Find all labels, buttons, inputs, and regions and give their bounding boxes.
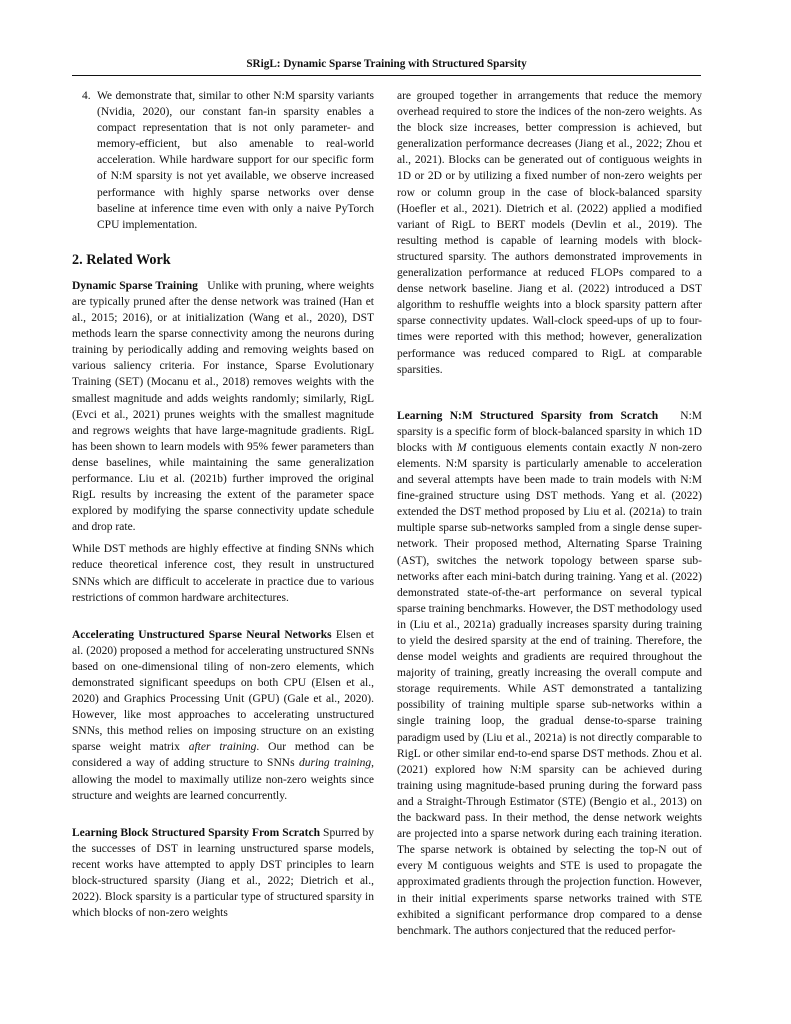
paragraph-dynamic-sparse-training — [72, 278, 374, 536]
emph-during-training: during training — [298, 757, 372, 770]
section-heading-related-work: 2. Related Work — [72, 251, 171, 268]
emph-after-training: after training — [188, 741, 257, 754]
dst-text: Unlike with pruning, where weights are typically pruned after the dense network was trained (Han et al., 2015; 2016), or at initialization (Wang et al., 2020), DST methods learn the sparse connectivity among the neurons during training by periodically adding and removing weights based on various saliency criteria. For instance, Sparse Evolutionary Training (SET) (Mocanu et al., 2018) removes weights with the smallest magnitude and adds weights randomly; similarly, RigL (Evci et al., 2021) prunes weights with the smallest magnitude and regrows weights that have large-magnitude gradients. RigL has been shown to learn models with 95% fewer parameters than dense baselines, while maintaining the same generalization performance. Liu et al. (2021b) further improved the original RigL results by increasing the extent of the parameter space explored by modifying the sparse connectivity update schedule and drop rate. — [72, 279, 375, 534]
paragraph-dst-limitations: While DST methods are highly effective at finding SNNs which reduce theoretical inference cost, they result in unstructured SNNs which are difficult to accelerate in practice due to various restrictions of common hardware architectures. — [72, 543, 374, 604]
paragraph-nm-sparsity — [397, 408, 702, 939]
paragraph-title-nm: Learning N:M Structured Sparsity from Scratch — [397, 409, 659, 422]
item-4-text: We demonstrate that, similar to other N:M sparsity variants (Nvidia, 2020), our constant fan-in sparsity enables a compact representation that is not only parameter- and memory-efficient, but also amenable to real-world acceleration. While hardware support for our specific form of N:M sparsity is not yet available, we observe increased performance with highly sparse networks over dense baseline at inference time even with only a naive PyTorch CPU implementation. — [97, 90, 374, 231]
nm-text-c: non-zero elements. N:M sparsity is particularly amenable to acceleration and several attempts have been made to train models with N:M fine-grained structure using DST methods. Yang et al. (2022) extended the DST method proposed by Liu et al. (2021a) to train multiple sparse sub-networks sampled from a single dense super-network. Their proposed method, Alternating Sparse Training (AST), switches the network topology between sparse sub-networks after each mini-batch during training. Yang et al. (2022) demonstrated state-of-the-art performance on several typical sparse training benchmarks. However, the DST methodology used in (Liu et al., 2021a) gradually increases sparsity during training to yield the desired sparsity at the end of training. Therefore, the dense model weights and gradients are required throughout the majority of training, greatly increasing the overall compute and storage requirements. While AST demonstrated a tantalizing possibility of training multiple sparse sub-networks within a single training loop, the gradual dense-to-sparse training paradigm used by (Liu et al., 2021a) is not directly comparable to RigL or other similar end-to-end sparse DST methods. Zhou et al. (2021) explored how N:M sparsity can be achieved during training using magnitude-based pruning during the forward pass and a Straight-Through Estimator (STE) (Bengio et al., 2013) on the backward pass. In their method, the dense network weights are projected into a sparse network during each training iteration. The sparse network is obtained by selecting the top-N out of every M contiguous weights and STE is used to propagate the approximated gradients through the projection function. However, in their initial experiments sparse networks trained with STE exhibited a significant performance drop compared to a dense benchmark. The authors conjectured that the reduced perfor- — [397, 441, 702, 937]
paragraph-title-accelerating: Accelerating Unstructured Sparse Neural Networks — [72, 628, 332, 641]
contribution-item-4 — [72, 88, 374, 233]
nm-text-b: contiguous elements contain exactly — [466, 441, 649, 454]
paragraph-title-dst: Dynamic Sparse Training — [72, 279, 198, 292]
accel-text-b: . Our method can be considered a way of adding structure to SNNs — [72, 741, 374, 770]
right-column — [397, 88, 702, 939]
accel-text-a: Elsen et al. (2020) proposed a method for accelerating unstructured SNNs based on one-dimensional tiling of non-zero elements, which demonstrated significant speedups on both CPU (Elsen et al., 2020) and Graphics Processing Unit (GPU) (Gale et al., 2020). However, like most approaches to accelerating unstructured SNNs, this method relies on imposing structure on an existing sparse weight matrix — [72, 628, 375, 754]
math-M: M — [456, 441, 467, 454]
header-rule — [72, 75, 701, 76]
left-column — [72, 88, 374, 921]
paragraph-block-structured — [72, 825, 374, 922]
paragraph-block-continued: are grouped together in arrangements that reduce the memory overhead required to store the indices of the non-zero weights. As the block size increases, better compression is achieved, but generalization performance decreases (Jiang et al., 2022; Zhou et al., 2021). Blocks can be generated out of contiguous weights in 1D or 2D or by utilizing a fixed number of non-zero weights per row or column group in the case of block-balanced sparsity (Hoefler et al., 2021). Dietrich et al. (2022) applied a modified variant of RigL to BERT models (Devlin et al., 2019). The resulting method is capable of learning models with block-structured sparsity. The authors demonstrated improvements in generalization performance at reduced FLOPs compared to a dense network baseline. Jiang et al. (2022) introduced a DST algorithm to reshuffle weights into a block sparsity pattern after sparse connectivity updates. Wall-clock speed-ups of up to four-times were reported with this method; however, generalization performance was reduced compared to RigL at comparable sparsities. — [397, 90, 702, 376]
accel-text-c: , allowing the model to maximally utilize non-zero weights since structure and weights are learned concurrently. — [72, 757, 374, 802]
paragraph-accelerating-unstructured — [72, 627, 374, 804]
block-text: Spurred by the successes of DST in learning unstructured sparse models, recent works have attempted to apply DST principles to learn block-structured sparsity (Jiang et al., 2022; Dietrich et al., 2022). Block sparsity is a particular type of structured sparsity in which blocks of non-zero weights — [72, 826, 375, 920]
nm-text-a: N:M sparsity is a specific form of block-balanced sparsity in which 1D blocks with — [397, 409, 702, 454]
running-title: SRigL: Dynamic Sparse Training with Structured Sparsity — [246, 58, 527, 70]
math-N: N — [648, 441, 657, 454]
item-number: 4. — [82, 90, 91, 102]
paragraph-title-block: Learning Block Structured Sparsity From Scratch — [72, 826, 320, 839]
